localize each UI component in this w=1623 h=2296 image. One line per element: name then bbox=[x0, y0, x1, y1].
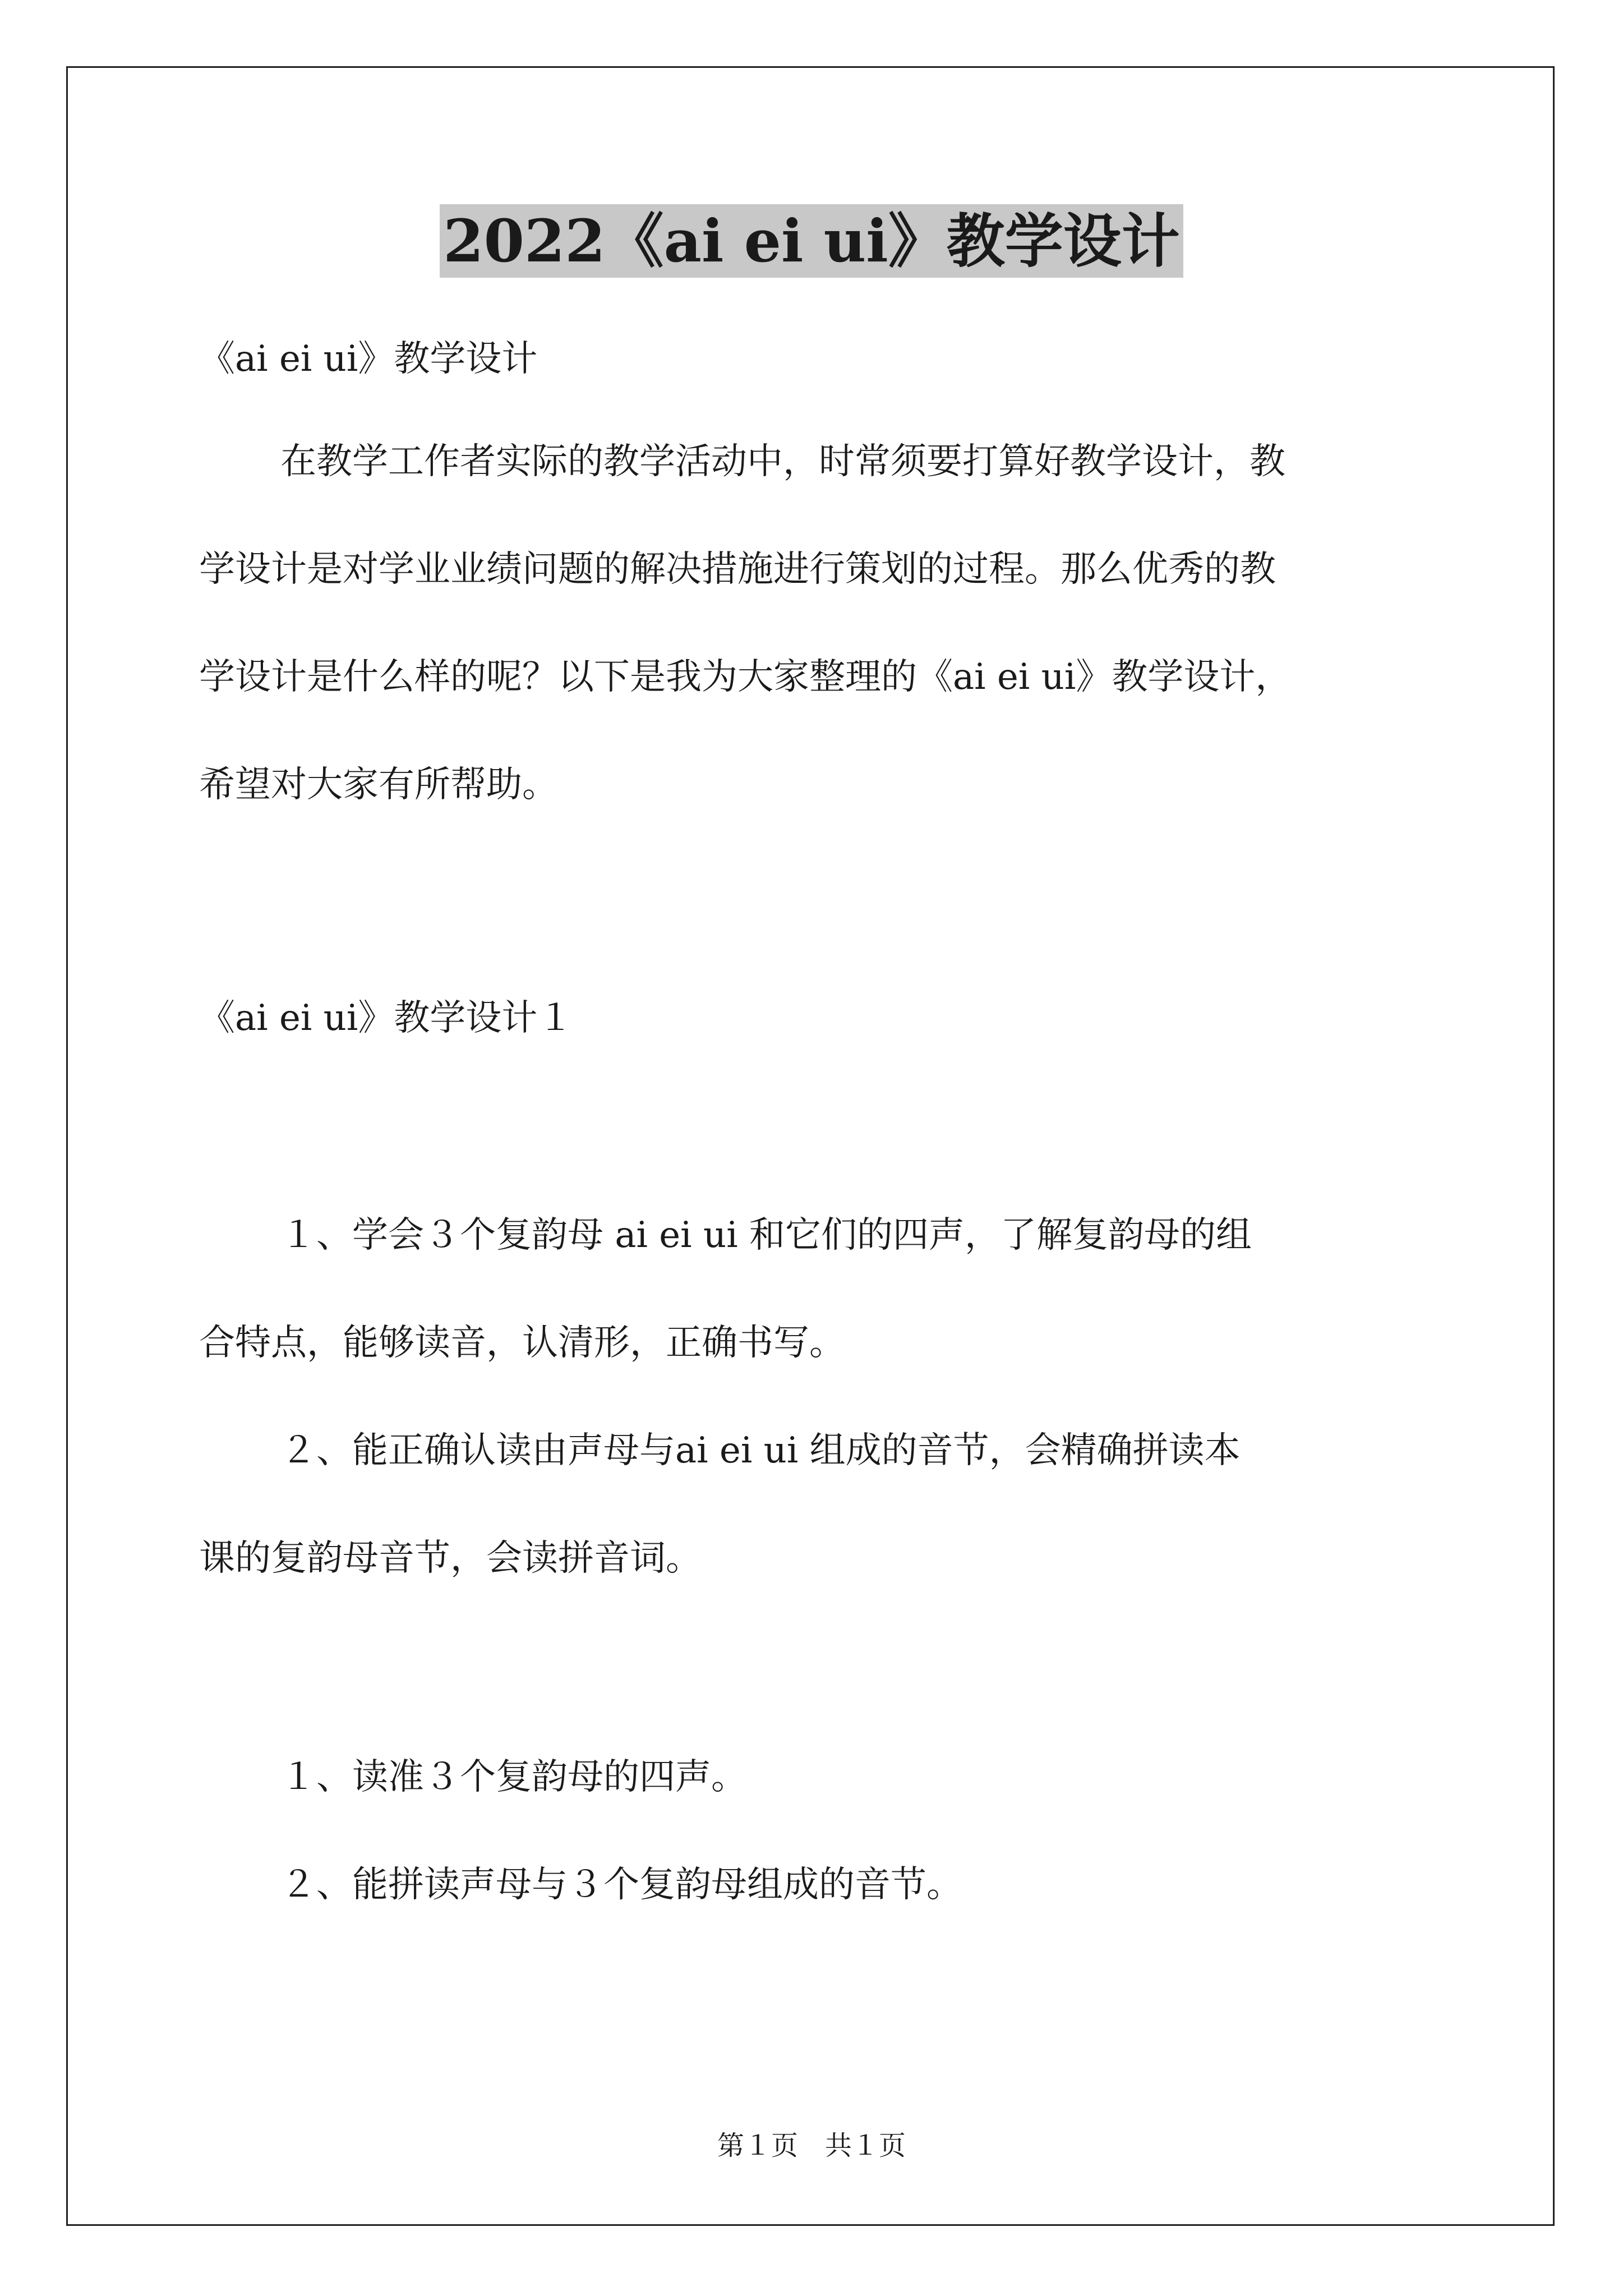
goal-line: 合特点，能够读音，认清形，正确书写。 bbox=[199, 1322, 845, 1364]
key-point-line: １、读准３个复韵母的四声。 bbox=[280, 1756, 747, 1798]
goal-line: １、学会３个复韵母 ai ei ui 和它们的四声，了解复韵母的组 bbox=[280, 1214, 1252, 1256]
key-point-line: ２、能拼读声母与３个复韵母组成的音节。 bbox=[280, 1864, 962, 1906]
intro-line: 学设计是对学业业绩问题的解决措施进行策划的过程。那么优秀的教 bbox=[199, 549, 1276, 590]
goal-line: ２、能正确认读由声母与ai ei ui 组成的音节，会精确拼读本 bbox=[280, 1430, 1241, 1471]
document-title bbox=[0, 202, 1623, 280]
document-title-text: 2022《ai ei ui》教学设计 bbox=[440, 204, 1183, 278]
section-heading: 《ai ei ui》教学设计１ bbox=[199, 997, 574, 1039]
goal-line: 课的复韵母音节，会读拼音词。 bbox=[199, 1538, 702, 1579]
page-footer: 第１页 共１页 bbox=[717, 2130, 906, 2161]
intro-line: 希望对大家有所帮助。 bbox=[199, 764, 558, 806]
intro-line: 在教学工作者实际的教学活动中，时常须要打算好教学设计，教 bbox=[280, 441, 1285, 482]
intro-line: 学设计是什么样的呢？以下是我为大家整理的《ai ei ui》教学设计， bbox=[199, 656, 1292, 698]
subtitle: 《ai ei ui》教学设计 bbox=[199, 338, 538, 380]
